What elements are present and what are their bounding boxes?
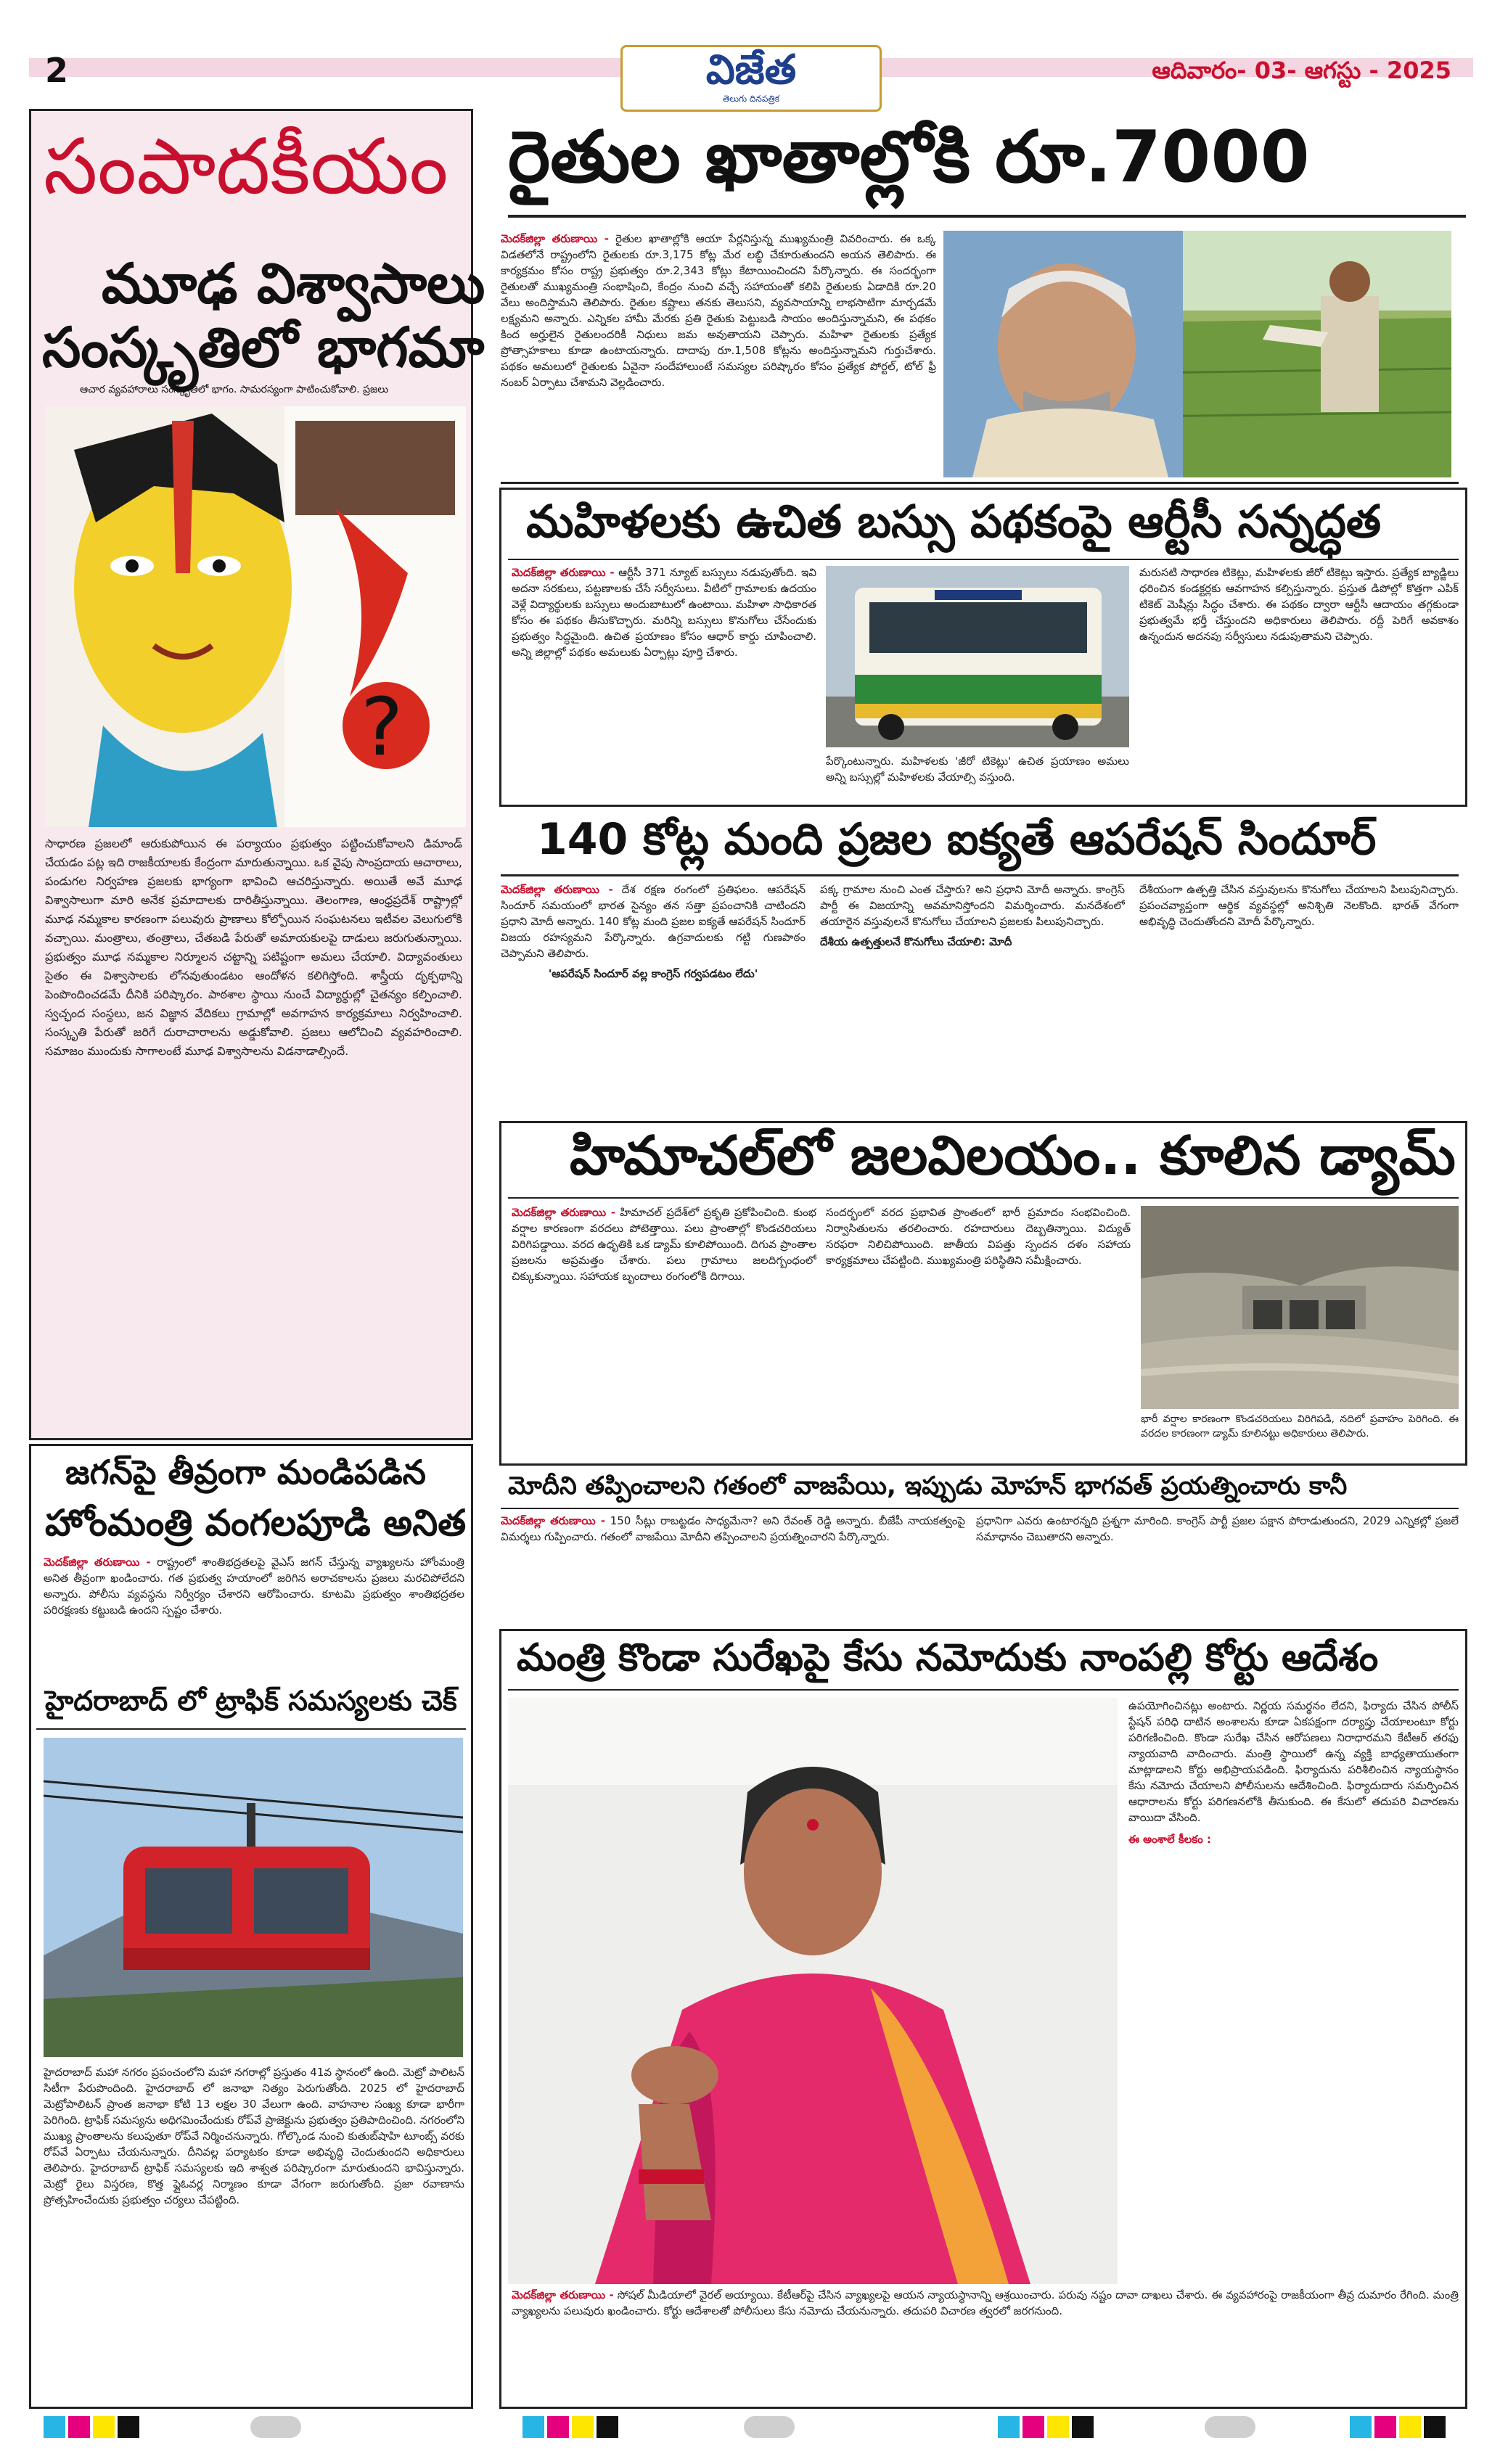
jagan-body-text: రాష్ట్రంలో శాంతిభద్రతలపై వైఎస్ జగన్ చేస్తున్న వ్యాఖ్యలను హోంమంత్రి అనిత తీవ్రంగా ఖండించారు. గత ప్రభుత్వ హయాంలో జరిగిన అరాచకాలను ప్రజలు మరచిపోలేదని అన్నారు. పోలీసు వ్యవస్థను నిర్వీర్యం చేశారని ఆరోపించారు. కూటమి ప్రభుత్వం శాంతిభద్రతల పరిరక్షణకు కట్టుబడి ఉందని స్పష్టం చేశారు.	[44, 1556, 464, 1617]
jagan-byline: మెదక్‌జిల్లా తరుణాయి -	[44, 1556, 151, 1569]
konda-subhead: ఈ అంశాలే కీలకం :	[1128, 1833, 1211, 1846]
lead-photo	[943, 231, 1451, 477]
rtc-byline: మెదక్‌జిల్లా తరుణాయి -	[512, 566, 615, 579]
traffic-headline: హైదరాబాద్ లో ట్రాఫిక్ సమస్యలకు చెక్	[45, 1685, 457, 1717]
konda-body-right-text: ఉపయోగించినట్లు అంటారు. నిర్ణయ సమర్థనం లేదని, ఫిర్యాదు చేసిన పోలీస్ స్టేషన్ పరిధి దాటిన అంశాలను కూడా ఏకపక్షంగా దర్యాప్తు చేయాలంటూ కోర్టు పరిగణించింది. కొండా సురేఖ చేసిన ఆరోపణలు నిరాధారమని కేటీఆర్ తరఫు న్యాయవాది వాదించారు. మంత్రి స్థాయిలో ఉన్న వ్యక్తి బాధ్యతాయుతంగా మాట్లాడాలని కోర్టు అభిప్రాయపడింది. ఫిర్యాదును పరిశీలించిన న్యాయస్థానం కేసు నమోదు చేయాలని పోలీసులను ఆదేశించింది. ఫిర్యాదుదారు సమర్పించిన ఆధారాలను కోర్టు పరిగణనలోకి తీసుకుంది. ఈ కేసులో తదుపరి విచారణను వాయిదా వేసింది.	[1128, 1699, 1459, 1824]
modi-body-b: ప్రధానిగా ఎవరు ఉంటారన్నది ప్రశ్నగా మారింది. కాంగ్రెస్ పార్టీ ప్రజల పక్షాన పోరాడుతుందని, 2029 ఎన్నికల్లో ప్రజలే సమాధానం చెబుతారని అన్నారు.	[976, 1514, 1459, 1543]
jagan-headline-1: జగన్‌పై తీవ్రంగా మండిపడిన	[65, 1453, 426, 1492]
konda-body-right	[1128, 1698, 1459, 2284]
rtc-body-left-text: ఆర్టీసీ 371 న్యూట్ బస్సులు నడుపుతోంది. ఇవి అదనా సరకులు, పట్టణాలకు చేసే సర్వీసులు. వీటిలో గ్రామాలకు ఉదయం వెళ్లే విద్యార్థులకు బస్సులు అందుబాటులో ఉంటాయి. మహిళా సాధికారత కోసం ఈ పథకం తీసుకొచ్చారు. మరిన్ని బస్సులు కొనుగోలు చేసేందుకు ప్రభుత్వం సిద్ధమైంది. ఉచిత ప్రయాణం కోసం ఆధార్ కార్డు చూపించాలి. అన్ని జిల్లాల్లో పథకం అమలుకు ఏర్పాట్లు పూర్తి చేశారు.	[512, 566, 816, 659]
lead-body-text: రైతుల ఖాతాల్లోకి ఆయా పేర్లనిస్తున్న ముఖ్యమంత్రి వివరించారు. ఈ ఒక్క విడతలోనే రాష్ట్రంలోని రైతులకు రూ.3,175 కోట్ల మేర లబ్ధి చేకూరుతుందని అయన తెలిపారు. ఈ కార్యక్రమం కోసం రాష్ట్ర ప్రభుత్వం రూ.2,343 కోట్లు కేటాయించిందని పేర్కొన్నారు. ఈ సందర్భంగా రైతులతో ముఖ్యమంత్రి సంభాషించి, కేంద్రం నుంచి వచ్చే సహాయంతో కలిపి రైతులకు ఏడాదికి రూ.20 వేలు అందిస్తామని తెలిపారు. రైతుల కష్టాలు తనకు తెలుసని, వ్యవసాయాన్ని లాభసాటిగా మార్చడమే లక్ష్యమని అన్నారు. ఎన్నికల హామీ మేరకు ప్రతి రైతుకు పెట్టుబడి సాయం అందిస్తున్నామని, ఈ పథకం కింద అర్హులైన రైతులందరికీ నిధులు జమ అవుతాయని చెప్పారు. మహిళా రైతులకు ప్రత్యేక ప్రోత్సాహకాలు కూడా ఉంటాయన్నారు. దాదాపు రూ.1,508 కోట్లను అందిస్తున్నామని గుర్తుచేశారు. పథకం అమలులో రైతులకు ఏవైనా సందేహాలుంటే సమస్యల పరిష్కారం కోసం ప్రత్యేక పోర్టల్, టోల్ ఫ్రీ నంబర్ ఏర్పాటు చేశామని వెల్లడించారు.	[501, 232, 936, 389]
masthead	[620, 45, 882, 112]
editorial-lead: ఆచార వ్యవహారాలు సంస్కృతిలో భాగం. సామరస్యంగా పాటించుకోవాలి. ప్రజలు	[80, 384, 389, 395]
rtc-rule	[508, 559, 1459, 560]
sindoor-body-a-text: దేశ రక్షణ రంగంలో ప్రతిఫలం. ఆపరేషన్ సిందూర్ సమయంలో భారత సైన్యం తన సత్తా ప్రపంచానికి చాటిందని ప్రధాని మోదీ అన్నారు. 140 కోట్ల మంది ప్రజల ఐక్యతే ఆపరేషన్ సిందూర్ విజయ రహస్యమని పేర్కొన్నారు. ఉగ్రవాదులకు గట్టి గుణపాఠం చెప్పామని తెలిపారు.	[501, 883, 806, 960]
rtc-body-right: మరుసటి సాధారణ టికెట్లు, మహిళలకు జీరో టికెట్లు ఇస్తారు. ప్రత్యేక బ్యాడ్జిలు ధరించిన కండక్టర్లకు ఆవగాహన కల్పిస్తున్నారు. ప్రస్తుత డిపోల్లో కొత్తగా ఎపిక్ టికెట్ మెషీన్లు సిద్ధం చేశారు. ఈ పథకం ద్వారా ఆర్టీసీ ఆదాయం తగ్గకుండా ప్రభుత్వమే భర్తీ చేస్తుందని అధికారులు తెలిపారు. రద్దీ పెరిగే అవకాశం ఉన్నందున అదనపు సర్వీసులు నడుపుతామని చెప్పారు.	[1139, 566, 1459, 643]
traffic-ropeway-photo	[44, 1738, 463, 2057]
print-color-bar-3	[998, 2416, 1097, 2438]
dam-headline: హిమాచల్‌లో జలవిలయం.. కూలిన డ్యామ్	[570, 1125, 1456, 1187]
traffic-rule	[36, 1728, 466, 1730]
editorial-body: సాధారణ ప్రజలలో ఆరుకుపోయిన ఈ పర్యాయం ప్రభుత్వం పట్టించుకోవాలని డిమాండ్ చేయడం పట్ల ఇది రాజకీయాలకు కేంద్రంగా మారుతున్నాయి. ఒక వైపు సాంప్రదాయ ఆచారాలు, పండుగల నిర్వహణ ప్రజలకు భాగ్యంగా భావించి ఆచరిస్తున్నారు. అయితే అవే మూఢ విశ్వాసాలుగా మారి అనేక ప్రమాదాలకు దారితీస్తున్నాయి. తెలంగాణ, ఆంధ్రప్రదేశ్ రాష్ట్రాల్లో మూఢ నమ్మకాల కారణంగా పలువురు ప్రాణాలు కోల్పోయిన సంఘటనలు ఇటీవల వెలుగులోకి వచ్చాయి. మంత్రాలు, తంత్రాలు, చేతబడి పేరుతో అమాయకులపై దాడులు జరుగుతున్నాయి. ప్రభుత్వం మూఢ నమ్మకాల నిర్మూలన చట్టాన్ని పటిష్టంగా అమలు చేయాలి. విద్యావంతులు సైతం ఈ విశ్వాసాలకు లోనవుతుండటం ఆందోళన కలిగిస్తోంది. శాస్త్రీయ దృక్పథాన్ని పెంపొందించడమే దీనికి పరిష్కారం. పాఠశాల స్థాయి నుంచే విద్యార్థుల్లో చైతన్యం కల్పించాలి. స్వచ్ఛంద సంస్థలు, జన విజ్ఞాన వేదికలు గ్రామాల్లో అవగాహన కార్యక్రమాలు నిర్వహించాలి. సంస్కృతి పేరుతో జరిగే దురాచారాలను అడ్డుకోవాలి. ప్రజలు ఆలోచించి వ్యవహరించాలి. సమాజం ముందుకు సాగాలంటే మూఢ విశ్వాసాలను విడనాడాల్సిందే.	[45, 837, 462, 1058]
lead-bottom-rule	[501, 482, 1459, 484]
dam-caption: భారీ వర్షాల కారణంగా కొండచరియలు విరిగిపడి, నదిలో ప్రవాహం పెరిగింది. ఈ వరదల కారణంగా డ్యామ్ కూలినట్టు అధికారులు తెలిపారు.	[1141, 1413, 1459, 1440]
print-register-dot-3	[1205, 2416, 1255, 2438]
editorial-headline-2: సంస్కృతిలో భాగమా	[42, 315, 485, 379]
print-register-dot-2	[744, 2416, 795, 2438]
sindoor-body-c: దేశీయంగా ఉత్పత్తి చేసిన వస్తువులను కొనుగోలు చేయాలని పిలుపునిచ్చారు. ప్రపంచవ్యాప్తంగా ఆర్థిక వ్యవస్థల్లో అనిశ్చితి నెలకొంది. భారత్ వేగంగా అభివృద్ధి చెందుతోందని మోదీ పేర్కొన్నారు.	[1139, 883, 1459, 928]
masthead-tagline: తెలుగు దినపత్రిక	[722, 94, 780, 104]
sindoor-headline: 140 కోట్ల మంది ప్రజల ఐక్యతే ఆపరేషన్ సిందూర్	[537, 814, 1377, 865]
modi-rule	[501, 1508, 1459, 1509]
sindoor-body-b	[820, 882, 1125, 1114]
rtc-bus-photo	[826, 566, 1129, 747]
modi-body-a	[501, 1513, 965, 1629]
konda-body-bottom-text: సోషల్ మీడియాలో వైరల్ అయ్యాయి. కేటీఆర్‌పై చేసిన వ్యాఖ్యలపై ఆయన న్యాయస్థానాన్ని ఆశ్రయించారు. పరువు నష్టం దావా దాఖలు చేశారు. ఈ వ్యవహారంపై రాజకీయంగా తీవ్ర దుమారం రేగింది. మంత్రి వ్యాఖ్యలను పలువురు ఖండించారు. కోర్టు ఆదేశాలతో పోలీసులు కేసు నమోదు చేయనున్నారు. తదుపరి విచారణ త్వరలో జరగనుంది.	[512, 2288, 1459, 2317]
dam-body-a	[512, 1204, 816, 1458]
editorial-illustration	[45, 406, 466, 827]
sindoor-subhead-1: 'ఆపరేషన్ సిందూర్ వల్ల కాంగ్రెస్ గర్వపడటం లేదు'	[548, 967, 758, 980]
dam-rule	[508, 1197, 1459, 1199]
konda-body-bottom	[512, 2287, 1459, 2399]
konda-byline: మెదక్‌జిల్లా తరుణాయి -	[512, 2288, 614, 2301]
print-color-bar-2	[522, 2416, 621, 2438]
sindoor-body-b-text: పక్క గ్రామాల నుంచి ఎంత చేస్తారు? అని ప్రధాని మోదీ అన్నారు. కాంగ్రెస్ పార్టీ ఈ విజయాన్ని అవమానిస్తోందని విమర్శించారు. మనదేశంలో తయారైన వస్తువులనే కొనుగోలు చేయాలని ప్రజలకు పిలుపునిచ్చారు.	[820, 883, 1125, 928]
sindoor-body-a	[501, 882, 806, 1114]
modi-body-a-text: 150 సీట్లు రాబట్టడం సాధ్యమేనా? అని రేవంత్ రెడ్డి అన్నారు. బీజేపీ నాయకత్వంపై విమర్శలు గుప్పించారు. గతంలో వాజపేయి మోదీని తప్పించాలని ప్రయత్నించారని పేర్కొన్నారు.	[501, 1514, 965, 1543]
dam-byline: మెదక్‌జిల్లా తరుణాయి -	[512, 1206, 616, 1219]
editorial-section-title: సంపాదకీయం	[44, 122, 448, 211]
lead-headline: రైతుల ఖాతాల్లోకి రూ.7000	[508, 116, 1310, 199]
modi-byline: మెదక్‌జిల్లా తరుణాయి -	[501, 1514, 605, 1527]
jagan-body	[44, 1554, 464, 1677]
editorial-headline-1: మూఢ విశ్వాసాలు	[102, 251, 485, 316]
masthead-title: విజేత	[705, 46, 797, 94]
dam-photo	[1141, 1206, 1459, 1409]
rtc-body-mid: పేర్కొంటున్నారు. మహిళలకు 'జీరో టికెట్లు' ఉచిత ప్రయాణం అమలు అన్ని బస్సుల్లో మహిళలకు వేయాల్సి వస్తుంది.	[826, 755, 1129, 784]
sindoor-subhead-2: దేశీయ ఉత్పత్తులనే కొనుగోలు చేయాలి: మోదీ	[820, 935, 1012, 948]
modi-headline: మోదీని తప్పించాలని గతంలో వాజపేయి, ఇప్పుడు మోహన్ భాగవత్ ప్రయత్నించారు కానీ	[508, 1471, 1348, 1500]
rtc-body-left	[512, 564, 816, 797]
traffic-body: హైదరాబాద్ మహా నగరం ప్రపంచంలోని మహా నగరాల్లో ప్రస్తుతం 41వ స్థానంలో ఉంది. మెట్రో పాలిటన్ సిటీగా పేరుపొందింది. హైదరాబాద్ లో జనాభా నిత్యం పెరుగుతోంది. 2025 లో హైదరాబాద్ మెట్రోపాలిటన్ ప్రాంత జనాభా కోటి 13 లక్షల 30 వేలుగా ఉంది. వాహనాల సంఖ్య కూడా భారీగా పెరిగింది. ట్రాఫిక్ సమస్యను అధిగమించేందుకు రోప్‌వే ప్రాజెక్టును ప్రభుత్వం ప్రతిపాదించింది. నగరంలోని ముఖ్య ప్రాంతాలను కలుపుతూ రోప్‌వే నిర్మించనున్నారు. గోల్కొండ నుంచి కుతుబ్‌షాహి టూంబ్స్ వరకు రోప్‌వే ఏర్పాటు చేయనున్నారు. దీనివల్ల పర్యాటకం కూడా అభివృద్ధి చెందుతుందని అధికారులు తెలిపారు. హైదరాబాద్ ట్రాఫిక్ సమస్యలకు ఇది శాశ్వత పరిష్కారంగా మారుతుందని భావిస్తున్నారు. మెట్రో రైలు విస్తరణ, కొత్త ఫ్లైఓవర్ల నిర్మాణం కూడా వేగంగా జరుగుతోంది. ప్రజా రవాణాను ప్రోత్సహించేందుకు ప్రభుత్వం చర్యలు చేపట్టింది.	[44, 2066, 464, 2206]
svg-text:?: ?	[361, 681, 403, 773]
konda-headline: మంత్రి కొండా సురేఖపై కేసు నమోదుకు నాంపల్లి కోర్టు ఆదేశం	[517, 1636, 1379, 1680]
konda-photo	[508, 1698, 1118, 2284]
sindoor-rule	[501, 874, 1459, 876]
rtc-headline: మహిళలకు ఉచిత బస్సు పథకంపై ఆర్టీసీ సన్నద్ధత	[526, 495, 1382, 548]
dam-body-b: సందర్భంలో వరద ప్రభావిత ప్రాంతంలో భారీ ప్రమాదం సంభవించింది. నిర్వాసితులను తరలించారు. రహదారులు దెబ్బతిన్నాయి. విద్యుత్ సరఫరా నిలిచిపోయింది. జాతీయ విపత్తు స్పందన దళం సహాయ కార్యక్రమాలు చేపట్టింది. ముఖ్యమంత్రి పరిస్థితిని సమీక్షించారు.	[826, 1206, 1131, 1267]
print-color-bar-1	[44, 2416, 142, 2438]
sindoor-byline: మెదక్‌జిల్లా తరుణాయి -	[501, 883, 613, 896]
dam-body-a-text: హిమాచల్ ప్రదేశ్‌లో ప్రకృతి ప్రకోపించింది. కుంభ వర్షాల కారణంగా వరదలు పోటెత్తాయి. పలు ప్రాంతాల్లో కొండచరియలు విరిగిపడ్డాయి. వరద ఉధృతికి ఒక డ్యామ్ కూలిపోయింది. దిగువ ప్రాంతాల ప్రజలను అప్రమత్తం చేశారు. పలు గ్రామాలు జలదిగ్బంధంలో చిక్కుకున్నాయి. సహాయక బృందాలు రంగంలోకి దిగాయి.	[512, 1206, 816, 1283]
lead-underline	[508, 215, 1466, 218]
jagan-headline-2: హోంమంత్రి వంగలపూడి అనిత	[45, 1502, 467, 1544]
print-color-bar-4	[1350, 2416, 1448, 2438]
page-number: 2	[45, 51, 69, 90]
print-register-dot-1	[250, 2416, 301, 2438]
lead-byline: మెదక్‌జిల్లా తరుణాయి -	[501, 232, 609, 245]
date-label: ఆదివారం- 03- ఆగస్టు - 2025	[1152, 57, 1451, 84]
konda-rule	[508, 1689, 1459, 1691]
lead-body	[501, 231, 936, 477]
